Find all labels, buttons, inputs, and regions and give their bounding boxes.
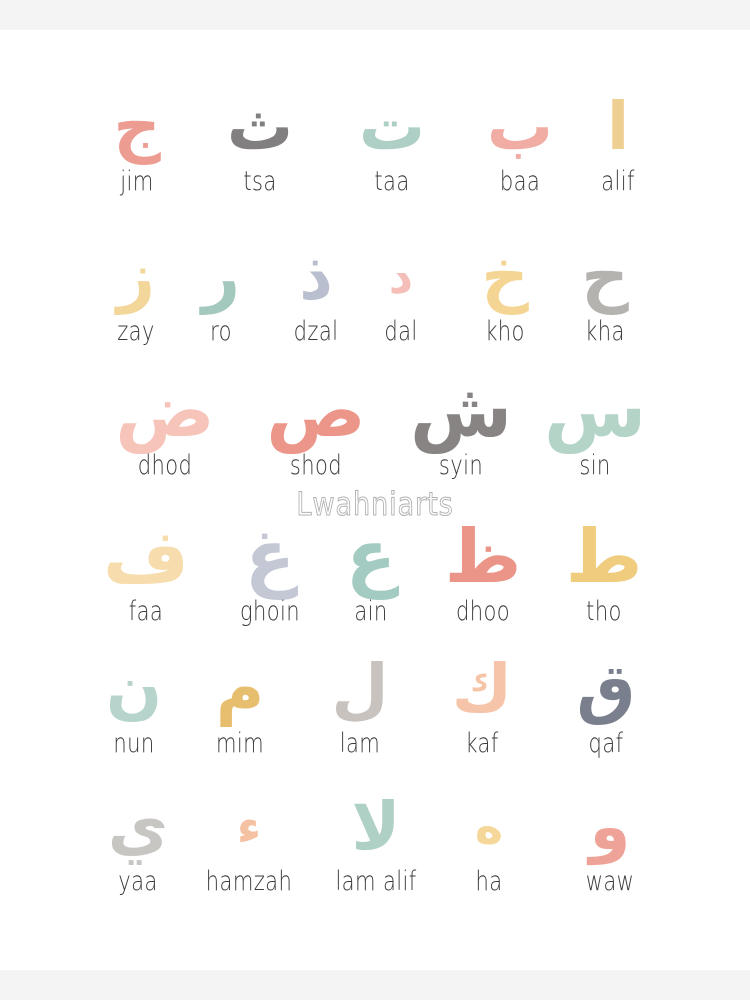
glyph-mim: م	[215, 650, 265, 727]
label-baa: baa	[499, 166, 541, 197]
label-taa: taa	[374, 166, 410, 197]
glyph-taa: ت	[358, 88, 426, 165]
watermark-text: Lwahniarts	[296, 485, 454, 523]
label-sin: sin	[579, 450, 611, 481]
glyph-kho: خ	[481, 238, 529, 315]
letter-waw	[545, 788, 675, 897]
glyph-dhoo: ظ	[444, 514, 522, 600]
label-dhoo: dhoo	[455, 596, 511, 627]
label-mim: mim	[215, 728, 265, 759]
label-qaf: qaf	[588, 728, 624, 759]
glyph-dal: د	[388, 249, 414, 305]
glyph-lam: ل	[331, 650, 389, 727]
letter-taa	[327, 88, 457, 197]
label-dzal: dzal	[293, 316, 339, 347]
letter-lam-alif	[311, 788, 441, 897]
glyph-ghoin: غ	[244, 514, 296, 600]
glyph-ro: ر	[202, 238, 240, 315]
glyph-syin: ش	[409, 368, 513, 454]
label-nun: nun	[113, 728, 155, 759]
glyph-sin: س	[543, 368, 647, 454]
label-kaf: kaf	[465, 728, 499, 759]
label-ro: ro	[210, 316, 232, 347]
label-dal: dal	[384, 316, 418, 347]
letter-mim	[175, 650, 305, 759]
glyph-kaf: ك	[451, 650, 513, 727]
letter-ha	[424, 792, 554, 897]
label-ghoin: ghoin	[239, 596, 301, 627]
glyph-kha: ح	[581, 238, 629, 315]
glyph-waw: و	[589, 788, 631, 865]
letter-lam	[295, 650, 425, 759]
label-waw: waw	[585, 866, 635, 897]
letter-alif	[553, 88, 683, 197]
label-syin: syin	[438, 450, 484, 481]
label-tsa: tsa	[243, 166, 277, 197]
glyph-faa: ف	[103, 514, 189, 600]
glyph-lam-alif: لا	[351, 788, 401, 865]
glyph-hamzah: ء	[236, 799, 262, 855]
letter-syin	[396, 368, 526, 481]
label-yaa: yaa	[118, 866, 158, 897]
label-ain: ain	[354, 596, 388, 627]
letter-ain	[306, 514, 436, 627]
label-dhod: dhod	[137, 450, 193, 481]
label-lam-alif: lam alif	[335, 866, 417, 897]
label-lam: lam	[339, 728, 381, 759]
letter-tho	[539, 514, 669, 627]
letter-dhoo	[418, 514, 548, 627]
letter-faa	[81, 514, 211, 627]
letter-tsa	[195, 88, 325, 197]
label-tho: tho	[586, 596, 622, 627]
letter-jim	[72, 88, 202, 197]
label-hamzah: hamzah	[205, 866, 293, 897]
letter-dhod	[100, 368, 230, 481]
letter-kaf	[417, 650, 547, 759]
glyph-tsa: ث	[226, 88, 294, 165]
glyph-dhod: ض	[115, 368, 215, 454]
glyph-alif: ا	[606, 88, 630, 165]
label-ha: ha	[475, 866, 503, 897]
glyph-shod: ص	[266, 368, 366, 454]
label-alif: alif	[601, 166, 635, 197]
letter-kha	[540, 238, 670, 347]
letter-qaf	[541, 650, 671, 759]
label-faa: faa	[128, 596, 164, 627]
letter-hamzah	[184, 792, 314, 897]
letter-sin	[530, 368, 660, 481]
label-kho: kho	[485, 316, 525, 347]
letter-shod	[251, 368, 381, 481]
glyph-nun: ن	[105, 650, 163, 727]
label-shod: shod	[289, 450, 343, 481]
label-kha: kha	[585, 316, 625, 347]
glyph-zay: ز	[117, 238, 155, 315]
glyph-ha: ه	[474, 799, 504, 855]
glyph-dzal: ذ	[299, 238, 333, 315]
glyph-jim: ج	[113, 88, 161, 165]
label-jim: jim	[120, 166, 154, 197]
label-zay: zay	[117, 316, 155, 347]
glyph-baa: ب	[486, 88, 554, 165]
glyph-qaf: ق	[576, 650, 636, 727]
glyph-tho: ط	[565, 514, 643, 600]
glyph-yaa: ي	[107, 788, 169, 865]
glyph-ain: ع	[345, 514, 397, 600]
